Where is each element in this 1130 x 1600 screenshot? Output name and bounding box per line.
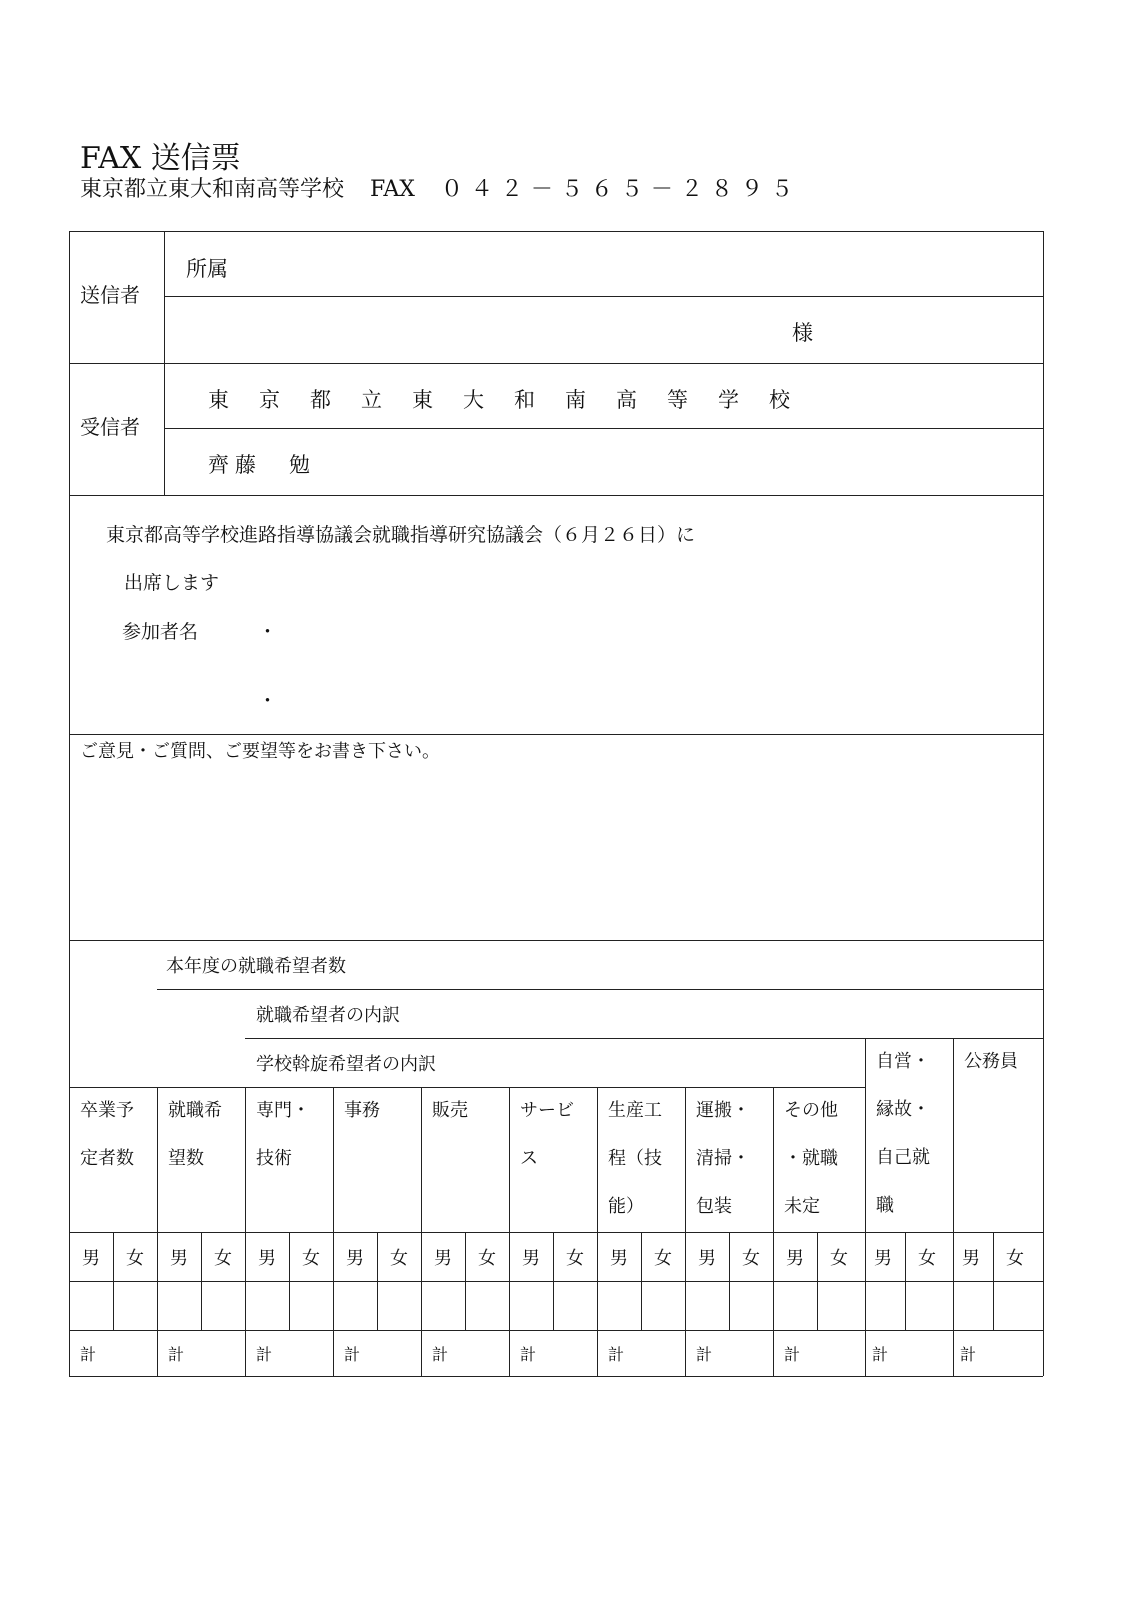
female-label: 女 [302, 1248, 320, 1269]
column-header-line: その他 [784, 1100, 838, 1121]
total-label: 計 [432, 1345, 449, 1364]
female-label: 女 [390, 1248, 408, 1269]
employment-breakdown: 就職希望者の内訳 [256, 1005, 400, 1026]
female-label: 女 [478, 1248, 496, 1269]
sender-recipient-divider [69, 363, 1043, 364]
female-label: 女 [830, 1248, 848, 1269]
column-header-line: 卒業予 [80, 1100, 134, 1121]
total-label: 計 [168, 1345, 185, 1364]
column-header-line: 技術 [256, 1148, 292, 1169]
value-row-bottom [69, 1330, 1043, 1331]
male-label: 男 [170, 1248, 188, 1269]
frame-bottom [69, 1376, 1043, 1377]
male-label: 男 [786, 1248, 804, 1269]
total-label: 計 [344, 1345, 361, 1364]
column-header-bottom [69, 1232, 1043, 1233]
column-divider [773, 1087, 774, 1376]
female-label: 女 [918, 1248, 936, 1269]
recipient-school: 東京都立東大和南高等学校 [208, 388, 820, 412]
column-header-line: ・就職 [784, 1148, 838, 1169]
frame-left [69, 231, 70, 1376]
col-self-employed-1: 自営・ [876, 1051, 930, 1072]
employment-title: 本年度の就職希望者数 [166, 956, 346, 977]
gender-row-bottom [69, 1281, 1043, 1282]
female-label: 女 [566, 1248, 584, 1269]
destination-school: 東京都立東大和南高等学校 [80, 177, 345, 202]
male-label: 男 [962, 1248, 980, 1269]
frame-right [1043, 231, 1044, 1376]
male-label: 男 [82, 1248, 100, 1269]
column-divider [333, 1087, 334, 1376]
column-divider [245, 1087, 246, 1376]
total-label: 計 [696, 1345, 713, 1364]
column-header-line: 生産工 [608, 1100, 662, 1121]
honorific-label: 様 [792, 321, 813, 345]
total-label: 計 [784, 1345, 801, 1364]
self-employed-left [865, 1038, 866, 1376]
total-label: 計 [256, 1345, 273, 1364]
column-header-line: サービ [520, 1100, 574, 1121]
col-public-servant: 公務員 [964, 1051, 1018, 1072]
column-header-line: 望数 [168, 1148, 204, 1169]
column-header-line: 運搬・ [696, 1100, 750, 1121]
attendance-bottom [69, 734, 1043, 735]
recipient-name: 齊藤 勉 [208, 453, 316, 477]
school-mediated-breakdown: 学校斡旋希望者の内訳 [256, 1054, 436, 1075]
attendance-line-1: 東京都高等学校進路指導協議会就職指導研究協議会（６月２６日）に [106, 524, 696, 546]
male-label: 男 [610, 1248, 628, 1269]
recipient-bottom [69, 495, 1043, 496]
col-self-employed-3: 自己就 [876, 1147, 930, 1168]
col-self-employed-2: 縁故・ [876, 1099, 930, 1120]
column-header-line: 未定 [784, 1196, 820, 1217]
fax-number: ０４２－５６５－２８９５ [440, 177, 801, 202]
participants-label: 参加者名 [122, 621, 199, 643]
participant-bullet-1: ・ [258, 621, 278, 643]
column-header-line: 定者数 [80, 1148, 134, 1169]
column-header-line: ス [520, 1148, 538, 1169]
column-header-line: 専門・ [256, 1100, 310, 1121]
column-header-line: 就職希 [168, 1100, 222, 1121]
male-label: 男 [698, 1248, 716, 1269]
total-label: 計 [608, 1345, 625, 1364]
page-title: FAX 送信票 [80, 141, 241, 176]
female-label: 女 [1006, 1248, 1024, 1269]
male-label: 男 [346, 1248, 364, 1269]
comments-bottom [69, 940, 1043, 941]
total-label: 計 [872, 1345, 889, 1364]
recipient-divider [164, 428, 1043, 429]
employment-title-underline [157, 989, 1043, 990]
total-label: 計 [520, 1345, 537, 1364]
col-self-employed-4: 職 [876, 1195, 894, 1216]
recipient-label: 受信者 [80, 415, 140, 439]
column-divider [157, 1087, 158, 1376]
column-header-line: 販売 [432, 1100, 468, 1121]
column-divider [597, 1087, 598, 1376]
column-header-line: 清掃・ [696, 1148, 750, 1169]
affiliation-label: 所属 [186, 257, 228, 281]
fax-destination-line [80, 172, 801, 203]
fax-label: FAX [370, 177, 415, 202]
public-servant-left [953, 1038, 954, 1376]
column-header-line: 程（技 [608, 1148, 662, 1169]
column-divider [421, 1087, 422, 1376]
male-label: 男 [258, 1248, 276, 1269]
male-label: 男 [522, 1248, 540, 1269]
column-header-line: 事務 [344, 1100, 380, 1121]
column-header-line: 能） [608, 1196, 644, 1217]
participant-bullet-2: ・ [258, 690, 278, 712]
male-label: 男 [434, 1248, 452, 1269]
male-label: 男 [874, 1248, 892, 1269]
sender-label: 送信者 [80, 283, 140, 307]
total-label: 計 [960, 1345, 977, 1364]
column-divider [509, 1087, 510, 1376]
female-label: 女 [654, 1248, 672, 1269]
female-label: 女 [126, 1248, 144, 1269]
sender-divider [164, 296, 1043, 297]
column-header-line: 包装 [696, 1196, 732, 1217]
female-label: 女 [742, 1248, 760, 1269]
column-divider [685, 1087, 686, 1376]
frame-top [69, 231, 1043, 232]
comments-prompt: ご意見・ご質問、ご要望等をお書き下さい。 [80, 741, 440, 762]
female-label: 女 [214, 1248, 232, 1269]
attendance-line-2: 出席します [124, 572, 220, 594]
total-label: 計 [80, 1345, 97, 1364]
